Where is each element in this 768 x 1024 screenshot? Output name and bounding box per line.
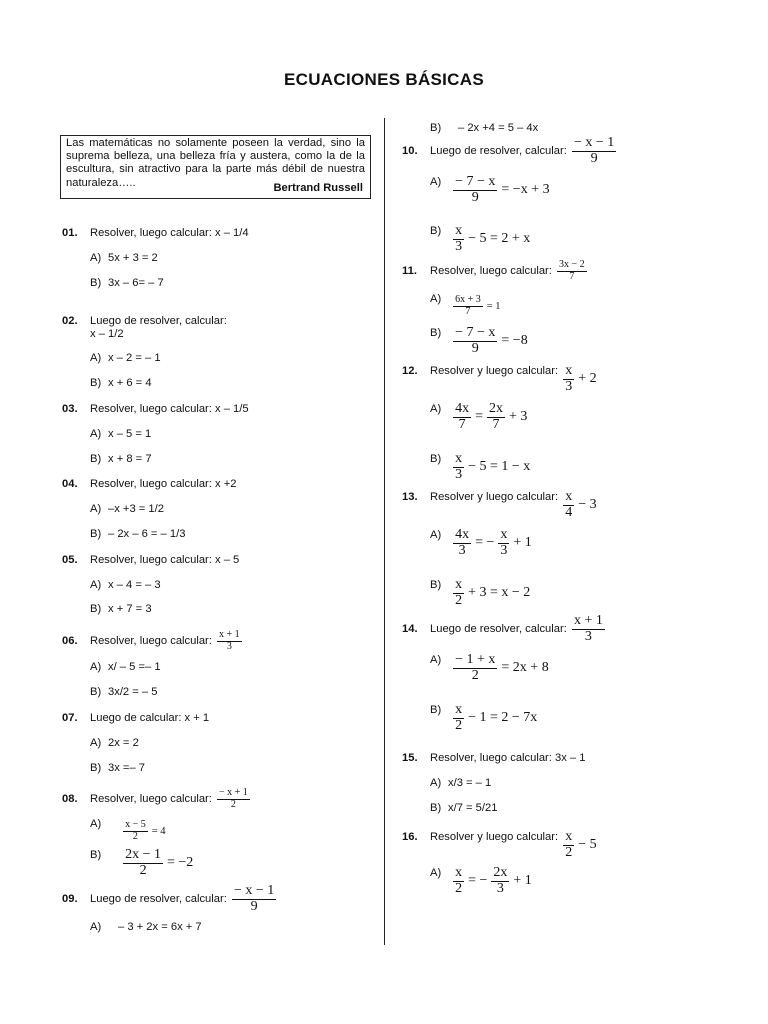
question-02-subtitle: x – 1/2 bbox=[90, 328, 124, 340]
option-b: B) 3x – 6= – 7 bbox=[90, 277, 164, 289]
option-b: B) x/7 = 5/21 bbox=[430, 802, 498, 814]
target-fraction: $\frac{- x + 1}{2}$ bbox=[219, 787, 248, 810]
target-fraction: $\frac{- x - 1}{9}$ bbox=[233, 883, 275, 914]
target-fraction: $\frac{- x - 1}{9}$ bbox=[573, 135, 615, 166]
option-a: A) $\frac{6x + 3}{7}$ = 1 bbox=[430, 293, 501, 317]
option-a: A) $\frac{4x}{3}$ = − $\frac{x}{3}$ + 1 bbox=[430, 527, 532, 558]
question-02: 02. Luego de resolver, calcular: bbox=[62, 315, 227, 327]
question-06: 06. Resolver, luego calcular: $\frac{x + 1}{3}$ bbox=[62, 629, 240, 652]
quote-text: Las matemáticas no solamente poseen la verdad, sino la suprema belleza, una belleza fría y austera, como la de la escultura, sin atractivo para la parte más débil de nuestra naturaleza….. bbox=[66, 137, 365, 189]
quote-box bbox=[60, 135, 371, 199]
option-b: B) $\frac{x}{3}$ − 5 = 1 − x bbox=[430, 451, 531, 482]
option-b: B) $\frac{x}{2}$ + 3 = x − 2 bbox=[430, 577, 531, 608]
option-b: B) $\frac{- 7 - x}{9}$ = −8 bbox=[430, 325, 528, 356]
option-a: A) $\frac{- 1 + x}{2}$ = 2x + 8 bbox=[430, 652, 549, 683]
option-a: A) x – 5 = 1 bbox=[90, 428, 152, 440]
option-b: B) – 2x +4 = 5 – 4x bbox=[430, 122, 539, 134]
option-b: B) x + 7 = 3 bbox=[90, 603, 152, 615]
option-a: A) x – 4 = – 3 bbox=[90, 579, 161, 591]
option-b: B) $\frac{x}{3}$ − 5 = 2 + x bbox=[430, 223, 531, 254]
option-a: A) 2x = 2 bbox=[90, 737, 139, 749]
option-a: A) – 3 + 2x = 6x + 7 bbox=[90, 921, 202, 933]
option-b: B) 3x =– 7 bbox=[90, 762, 146, 774]
target-fraction: $\frac{x + 1}{3}$ bbox=[219, 629, 240, 652]
question-11: 11. Resolver, luego calcular: $\frac{3x - 2}{7}$ bbox=[402, 259, 585, 282]
option-a: A) $\frac{- 7 - x}{9}$ = −x + 3 bbox=[430, 174, 550, 205]
target-fraction: $\frac{3x - 2}{7}$ bbox=[559, 259, 585, 282]
question-07: 07. Luego de calcular: x + 1 bbox=[62, 712, 210, 724]
option-a: A) $\frac{4x}{7}$ = $\frac{2x}{7}$ + 3 bbox=[430, 401, 528, 432]
question-16: 16. Resolver y luego calcular: $\frac{x}{2}$ − 5 bbox=[402, 829, 597, 860]
option-a: A) 5x + 3 = 2 bbox=[90, 252, 158, 264]
option-b: B) $\frac{2x - 1}{2}$ = −2 bbox=[90, 847, 194, 878]
option-a: A) x/3 = – 1 bbox=[430, 777, 492, 789]
option-a: A) –x +3 = 1/2 bbox=[90, 503, 164, 515]
question-05: 05. Resolver, luego calcular: x – 5 bbox=[62, 554, 240, 566]
question-03: 03. Resolver, luego calcular: x – 1/5 bbox=[62, 403, 249, 415]
question-12: 12. Resolver y luego calcular: $\frac{x}{3}$ + 2 bbox=[402, 363, 597, 394]
option-b: B) $\frac{x}{2}$ − 1 = 2 − 7x bbox=[430, 702, 538, 733]
option-b: B) – 2x – 6 = – 1/3 bbox=[90, 528, 186, 540]
option-b: B) 3x/2 = – 5 bbox=[90, 686, 158, 698]
page-title: ECUACIONES BÁSICAS bbox=[284, 70, 484, 89]
question-15: 15. Resolver, luego calcular: 3x – 1 bbox=[402, 752, 586, 764]
question-04: 04. Resolver, luego calcular: x +2 bbox=[62, 478, 237, 490]
option-b: B) x + 8 = 7 bbox=[90, 453, 152, 465]
column-divider bbox=[384, 118, 385, 945]
option-a: A) $\frac{x - 5}{2}$ = 4 bbox=[90, 818, 166, 842]
option-a: A) x/ – 5 =– 1 bbox=[90, 661, 161, 673]
question-09: 09. Luego de resolver, calcular: $\frac{- x - 1}{9}$ bbox=[62, 883, 275, 914]
question-10: 10. Luego de resolver, calcular: $\frac{- x - 1}{9}$ bbox=[402, 135, 615, 166]
question-14: 14. Luego de resolver, calcular: $\frac{x + 1}{3}$ bbox=[402, 613, 603, 644]
question-01: 01. Resolver, luego calcular: x – 1/4 bbox=[62, 227, 249, 239]
option-a: A) x – 2 = – 1 bbox=[90, 352, 161, 364]
option-a: A) $\frac{x}{2}$ = − $\frac{2x}{3}$ + 1 bbox=[430, 865, 532, 896]
quote-author: Bertrand Russell bbox=[273, 181, 363, 194]
question-13: 13. Resolver y luego calcular: $\frac{x}{4}$ − 3 bbox=[402, 489, 597, 520]
target-fraction: $\frac{x + 1}{3}$ bbox=[573, 613, 603, 644]
question-08: 08. Resolver, luego calcular: $\frac{- x + 1}{2}$ bbox=[62, 787, 248, 810]
option-b: B) x + 6 = 4 bbox=[90, 377, 152, 389]
